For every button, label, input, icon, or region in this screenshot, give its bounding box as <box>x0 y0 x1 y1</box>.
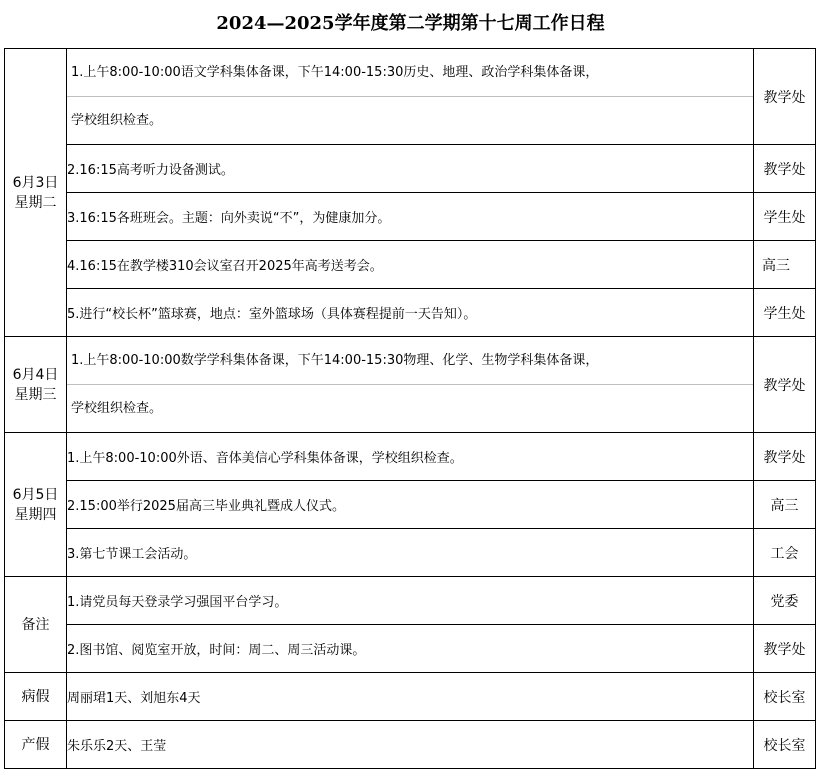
day-weekday: 星期三 <box>14 386 57 403</box>
notes-label: 备注 <box>5 577 67 673</box>
table-row <box>5 241 816 289</box>
item-line: 学校组织检查。 <box>71 113 163 128</box>
table-row <box>5 673 816 721</box>
owner-spread <box>754 255 815 275</box>
table-row <box>5 337 816 433</box>
item-owner: 教学处 <box>754 433 816 481</box>
table-row <box>5 721 816 769</box>
sick-leave-owner: 校长室 <box>754 673 816 721</box>
item-text: 1.上午8:00-10:00外语、音体美信心学科集体备课，学校组织检查。 <box>67 433 754 481</box>
item-owner: 教学处 <box>754 49 816 145</box>
item-text: 2.15:00举行2025届高三毕业典礼暨成人仪式。 <box>67 481 754 529</box>
item-text: 2.16:15高考听力设备测试。 <box>67 145 754 193</box>
day-cell <box>5 49 67 337</box>
item-text: 4.16:15在教学楼310会议室召开2025年高考送考会。 <box>67 241 754 289</box>
item-text: 2.图书馆、阅览室开放，时间：周二、周三活动课。 <box>67 625 754 673</box>
item-owner: 教学处 <box>754 145 816 193</box>
item-line: 1.上午8:00-10:00语文学科集体备课，下午14:00-15:30历史、地理、政治学科集体备课， <box>67 49 753 97</box>
sick-leave-text: 周丽珺1天、刘旭东4天 <box>67 673 754 721</box>
day-cell <box>5 433 67 577</box>
table-row <box>5 193 816 241</box>
item-owner: 学生处 <box>754 289 816 337</box>
day-date: 6月3日 <box>12 174 59 191</box>
item-text: 3.第七节课工会活动。 <box>67 529 754 577</box>
day-date: 6月5日 <box>12 486 59 503</box>
item-owner: 高三 <box>754 481 816 529</box>
day-cell <box>5 337 67 433</box>
item-line: 1.上午8:00-10:00数学学科集体备课，下午14:00-15:30物理、化学、生物学科集体备课， <box>67 337 753 385</box>
item-text <box>67 337 754 433</box>
maternity-leave-text: 朱乐乐2天、王莹 <box>67 721 754 769</box>
item-owner: 工会 <box>754 529 816 577</box>
table-row <box>5 529 816 577</box>
day-weekday: 星期四 <box>14 506 57 523</box>
item-line: 学校组织检查。 <box>71 401 163 416</box>
item-text <box>67 49 754 145</box>
item-owner: 教学处 <box>754 625 816 673</box>
item-owner-label: 高三 <box>762 257 790 274</box>
table-row <box>5 289 816 337</box>
table-row <box>5 481 816 529</box>
sick-leave-label: 病假 <box>5 673 67 721</box>
day-date: 6月4日 <box>12 366 59 383</box>
table-row <box>5 433 816 481</box>
table-row <box>5 145 816 193</box>
table-row <box>5 577 816 625</box>
day-weekday: 星期二 <box>14 194 57 211</box>
item-text: 1.请党员每天登录学习强国平台学习。 <box>67 577 754 625</box>
table-row <box>5 49 816 145</box>
schedule-table <box>4 48 816 769</box>
table-row <box>5 625 816 673</box>
page-title: 2024—2025学年度第二学期第十七周工作日程 <box>216 13 605 34</box>
item-owner: 教学处 <box>754 337 816 433</box>
maternity-leave-label: 产假 <box>5 721 67 769</box>
item-owner: 学生处 <box>754 193 816 241</box>
maternity-leave-owner: 校长室 <box>754 721 816 769</box>
item-owner <box>754 241 816 289</box>
item-owner: 党委 <box>754 577 816 625</box>
item-text: 3.16:15各班班会。主题：向外卖说“不”，为健康加分。 <box>67 193 754 241</box>
item-text: 5.进行“校长杯”篮球赛，地点：室外篮球场（具体赛程提前一天告知）。 <box>67 289 754 337</box>
